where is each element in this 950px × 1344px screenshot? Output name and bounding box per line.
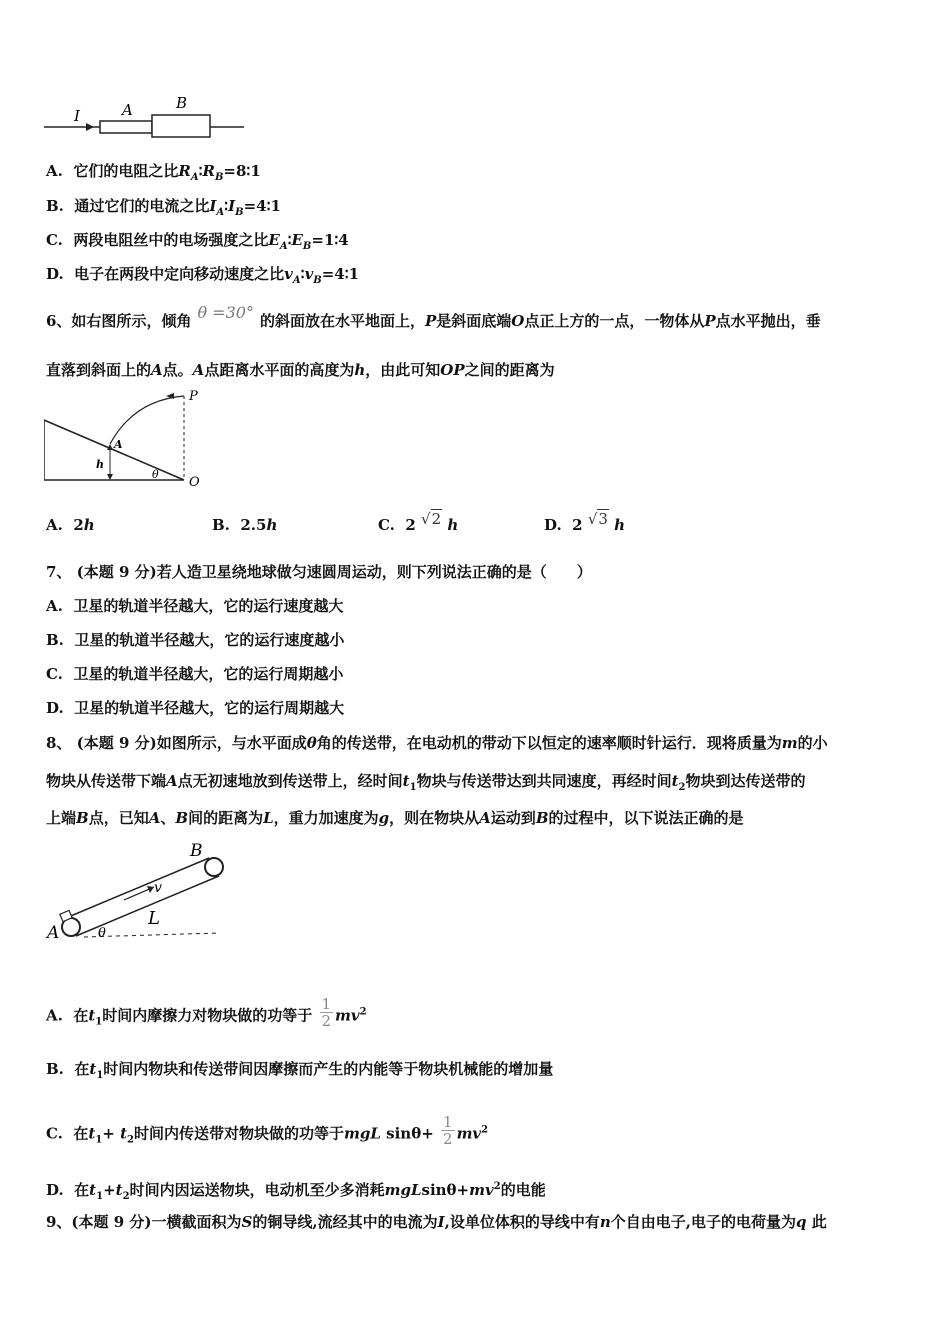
belt-upper xyxy=(66,858,209,918)
q8-option-c: C. 在$t_1+ t_2$时间内传送带对物块做的功等于mgL sinθ+ $\frac{1}{2}$ $mv^2$ xyxy=(46,1113,489,1148)
resistor-b xyxy=(152,115,210,137)
current-arrow xyxy=(86,123,94,131)
q7-stem: 7、 (本题 9 分)若人造卫星绕地球做匀速圆周运动，则下列说法正确的是（ ） xyxy=(46,563,592,581)
circuit-label-a: A xyxy=(122,101,133,119)
height-arrow-head-bottom xyxy=(107,474,113,480)
q8-option-d: D. 在$t_1+t_2$时间内因运送物块，电动机至少多消耗$mgLsin\theta+mv^2$的电能 xyxy=(46,1181,546,1202)
q8-stem-line1: 8、 (本题 9 分)如图所示，与水平面成θ角的传送带，在电动机的带动下以恒定的速率顺时针运行．现将质量为m的小 xyxy=(46,734,828,752)
q8-option-b: B. 在$t_1$时间内物块和传送带间因摩擦而产生的内能等于物块机械能的增加量 xyxy=(46,1060,554,1081)
q9-stem: 9、(本题 9 分)一横截面积为S的铜导线,流经其中的电流为I,设单位体积的导线中有n个自由电子,电子的电荷量为q 此 xyxy=(46,1213,827,1231)
fig-label-theta: θ xyxy=(152,468,159,481)
pulley-b xyxy=(205,858,223,876)
q7-option-c: C. 卫星的轨道半径越大，它的运行周期越小 xyxy=(46,665,344,683)
circuit-label-b: B xyxy=(176,95,188,112)
projectile-trajectory xyxy=(110,396,184,444)
q5-option-d: D. 电子在两段中定向移动速度之比$v_A∶v_B=4∶1$ xyxy=(46,265,360,286)
q6-option-d: D. 2 √3 h xyxy=(544,510,626,534)
q6-option-c: C. 2 √2 h xyxy=(378,510,459,534)
fig-label-b: B xyxy=(190,841,203,861)
q5-option-b: B. 通过它们的电流之比$I_A∶I_B=4∶1$ xyxy=(46,197,281,218)
resistor-a xyxy=(100,121,152,133)
fig-label-h: h xyxy=(96,458,104,471)
fig-label-v: v xyxy=(154,880,162,896)
fig-label-p: P xyxy=(189,389,198,404)
q6-stem-line1: 6、如右图所示，倾角 θ =30° 的斜面放在水平地面上，P是斜面底端O点正上方的一点，一物体从P点水平抛出，垂 xyxy=(46,303,821,330)
q8-stem-line2: 物块从传送带下端A点无初速地放到传送带上，经时间$t_1$物块与传送带达到共同速度，再经时间$t_2$物块到达传送带的 xyxy=(46,772,806,793)
q8-stem-line3: 上端B点，已知A、B间的距离为L，重力加速度为g，则在物块从A运动到B的过程中，以下说法正确的是 xyxy=(46,809,744,827)
fig-label-o: O xyxy=(189,475,200,488)
q5-option-c: C. 两段电阻丝中的电场强度之比$E_A∶E_B=1∶4$ xyxy=(46,231,349,252)
fig-label-a: A xyxy=(114,438,123,451)
circuit-label-i: I xyxy=(74,107,80,125)
q8-option-a: A. 在$t_1$时间内摩擦力对物块做的功等于 $\frac{1}{2}$ $mv^2$ xyxy=(46,995,367,1030)
conveyor-belt-figure xyxy=(44,840,229,960)
q5-option-a: A. 它们的电阻之比$R_A∶R_B=8∶1$ xyxy=(46,162,261,183)
fig-label-L: L xyxy=(148,908,160,929)
q6-option-a: A. 2h xyxy=(46,516,95,534)
incline-projectile-figure xyxy=(44,388,209,488)
q7-option-b: B. 卫星的轨道半径越大，它的运行速度越小 xyxy=(46,631,345,649)
fig-label-a: A xyxy=(47,923,60,943)
fig-label-theta: θ xyxy=(98,926,106,941)
q6-stem-line2: 直落到斜面上的A点。A点距离水平面的高度为h，由此可知OP之间的距离为 xyxy=(46,361,555,379)
q7-option-d: D. 卫星的轨道半径越大，它的运行周期越大 xyxy=(46,699,345,717)
q7-option-a: A. 卫星的轨道半径越大，它的运行速度越大 xyxy=(46,597,344,615)
circuit-diagram xyxy=(44,95,249,140)
q6-option-b: B. 2.5h xyxy=(212,516,278,534)
